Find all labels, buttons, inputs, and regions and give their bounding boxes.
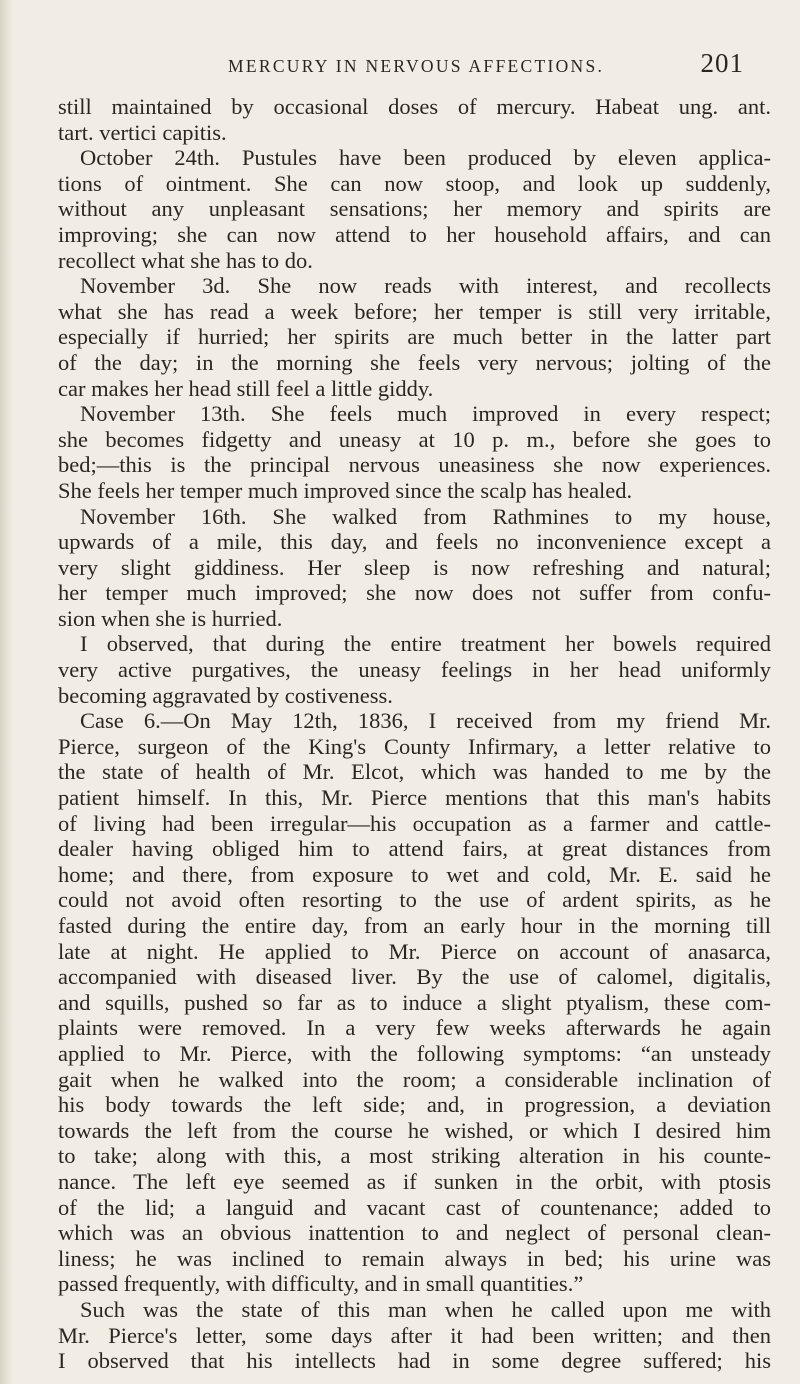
text-line: Mr. Pierce's letter, some days after it had been written; and then bbox=[58, 1322, 771, 1348]
text-line: to take; along with this, a most striking alteration in his counte- bbox=[58, 1143, 771, 1169]
body-text bbox=[58, 94, 771, 1374]
text-line: she becomes fidgetty and uneasy at 10 p. m., before she goes to bbox=[58, 426, 771, 452]
text-line: I observed, that during the entire treatment her bowels required bbox=[80, 631, 771, 657]
text-line: sion when she is hurried. bbox=[58, 605, 283, 631]
text-line: towards the left from the course he wished, or which I desired him bbox=[58, 1117, 771, 1143]
text-line: nance. The left eye seemed as if sunken in the orbit, with ptosis bbox=[58, 1168, 771, 1194]
text-line: I observed that his intellects had in some degree suffered; his bbox=[58, 1348, 771, 1374]
text-line: She feels her temper much improved since the scalp has healed. bbox=[58, 477, 633, 503]
text-line: Pierce, surgeon of the King's County Infirmary, a letter relative to bbox=[58, 733, 771, 759]
text-line: accompanied with diseased liver. By the use of calomel, digitalis, bbox=[58, 964, 771, 990]
text-line: Such was the state of this man when he called upon me with bbox=[80, 1296, 771, 1322]
text-line: very slight giddiness. Her sleep is now refreshing and natural; bbox=[58, 554, 771, 580]
text-line: plaints were removed. In a very few weeks afterwards he again bbox=[58, 1015, 771, 1041]
text-line: and squills, pushed so far as to induce a slight ptyalism, these com- bbox=[58, 989, 771, 1015]
text-line: tions of ointment. She can now stoop, and look up suddenly, bbox=[58, 170, 771, 196]
text-line: of living had been irregular—his occupation as a farmer and cattle- bbox=[58, 810, 771, 836]
text-line: passed frequently, with difficulty, and in small quantities.” bbox=[58, 1271, 584, 1297]
text-line: Case 6.—On May 12th, 1836, I received from my friend Mr. bbox=[80, 708, 771, 734]
text-line: his body towards the left side; and, in progression, a deviation bbox=[58, 1092, 771, 1118]
page-number: 201 bbox=[700, 48, 744, 78]
text-line: improving; she can now attend to her household affairs, and can bbox=[58, 221, 771, 247]
text-line: without any unpleasant sensations; her memory and spirits are bbox=[58, 196, 771, 222]
text-line: late at night. He applied to Mr. Pierce on account of anasarca, bbox=[58, 938, 771, 964]
text-line: could not avoid often resorting to the use of ardent spirits, as he bbox=[58, 887, 771, 913]
text-line: fasted during the entire day, from an early hour in the morning till bbox=[58, 913, 771, 938]
text-line: patient himself. In this, Mr. Pierce mentions that this man's habits bbox=[58, 785, 771, 811]
text-line: dealer having obliged him to attend fairs, at great distances from bbox=[58, 836, 771, 862]
text-line: which was an obvious inattention to and neglect of personal clean- bbox=[58, 1220, 771, 1246]
text-line: tart. vertici capitis. bbox=[58, 119, 227, 145]
text-line: November 3d. She now reads with interest, and recollects bbox=[80, 273, 771, 299]
text-line: car makes her head still feel a little giddy. bbox=[58, 375, 434, 401]
text-line: upwards of a mile, this day, and feels no inconvenience except a bbox=[58, 529, 771, 555]
text-line: November 13th. She feels much improved in every respect; bbox=[80, 401, 771, 427]
text-line: bed;—this is the principal nervous uneasiness she now experiences. bbox=[58, 452, 771, 478]
text-line: still maintained by occasional doses of mercury. Habeat ung. ant. bbox=[58, 94, 771, 119]
text-line: of the lid; a languid and vacant cast of countenance; added to bbox=[58, 1194, 771, 1220]
text-line: applied to Mr. Pierce, with the following symptoms: “an unsteady bbox=[58, 1040, 771, 1066]
text-line: of the day; in the morning she feels very nervous; jolting of the bbox=[58, 349, 771, 375]
text-line: home; and there, from exposure to wet and cold, Mr. E. said he bbox=[58, 861, 771, 887]
page-edge bbox=[0, 0, 14, 1384]
page-header bbox=[228, 48, 744, 88]
text-line: liness; he was inclined to remain always in bed; his urine was bbox=[58, 1245, 771, 1271]
text-line: especially if hurried; her spirits are much better in the latter part bbox=[58, 324, 771, 350]
text-line: what she has read a week before; her temper is still very irritable, bbox=[58, 298, 771, 324]
text-line: gait when he walked into the room; a considerable inclination of bbox=[58, 1066, 771, 1092]
text-line: November 16th. She walked from Rathmines to my house, bbox=[80, 503, 771, 529]
text-line: recollect what she has to do. bbox=[58, 247, 313, 273]
text-line: becoming aggravated by costiveness. bbox=[58, 682, 393, 708]
text-line: the state of health of Mr. Elcot, which was handed to me by the bbox=[58, 759, 771, 785]
text-line: her temper much improved; she now does not suffer from confu- bbox=[58, 580, 771, 606]
text-line: very active purgatives, the uneasy feelings in her head uniformly bbox=[58, 657, 771, 683]
text-line: October 24th. Pustules have been produced by eleven applica- bbox=[80, 145, 771, 171]
running-title: MERCURY IN NERVOUS AFFECTIONS. bbox=[228, 56, 605, 76]
